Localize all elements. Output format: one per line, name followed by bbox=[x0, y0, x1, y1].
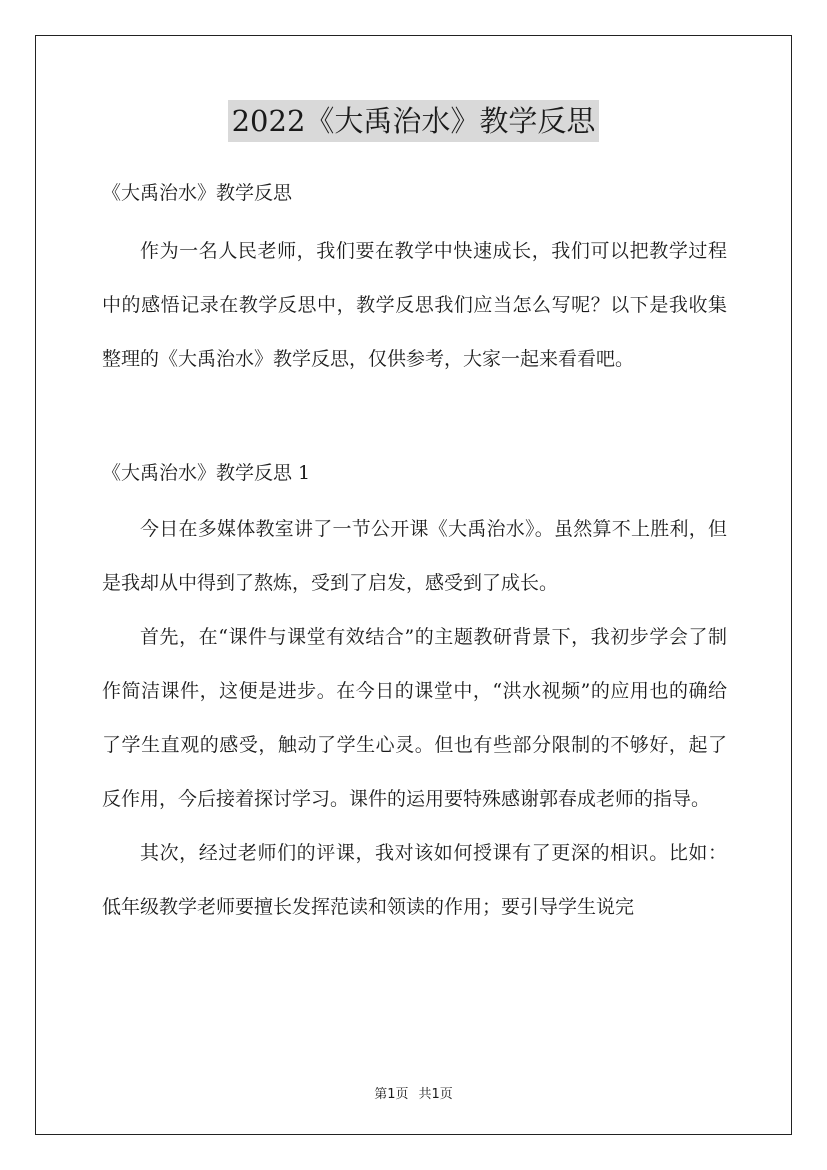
title-wrap bbox=[0, 100, 827, 142]
page-total: 共1页 bbox=[418, 1087, 453, 1102]
intro-paragraph: 作为一名人民老师，我们要在教学中快速成长，我们可以把教学过程中的感悟记录在教学反思中，教学反思我们应当怎么写呢？以下是我收集整理的《大禹治水》教学反思，仅供参考，大家一起来看看吧。 bbox=[102, 240, 727, 370]
page-footer bbox=[0, 1083, 827, 1102]
document-title: 2022《大禹治水》教学反思 bbox=[228, 100, 600, 142]
section-heading-1: 《大禹治水》教学反思 1 bbox=[102, 462, 311, 484]
body-paragraph-2: 首先，在“课件与课堂有效结合”的主题教研背景下，我初步学会了制作简洁课件，这便是进步。在今日的课堂中，“洪水视频”的应用也的确给了学生直观的感受，触动了学生心灵。但也有些部分限制的不够好，起了反作用，今后接着探讨学习。课件的运用要特殊感谢郭春成老师的指导。 bbox=[102, 626, 727, 810]
page-number: 第1页 bbox=[374, 1087, 409, 1102]
body-paragraph-1: 今日在多媒体教室讲了一节公开课《大禹治水》。虽然算不上胜利，但是我却从中得到了熬炼，受到了启发，感受到了成长。 bbox=[102, 518, 727, 594]
document-body bbox=[102, 178, 727, 934]
body-paragraph-3: 其次，经过老师们的评课，我对该如何授课有了更深的相识。比如：低年级教学老师要擅长发挥范读和领读的作用；要引导学生说完 bbox=[102, 842, 727, 918]
document-subtitle: 《大禹治水》教学反思 bbox=[102, 182, 293, 204]
